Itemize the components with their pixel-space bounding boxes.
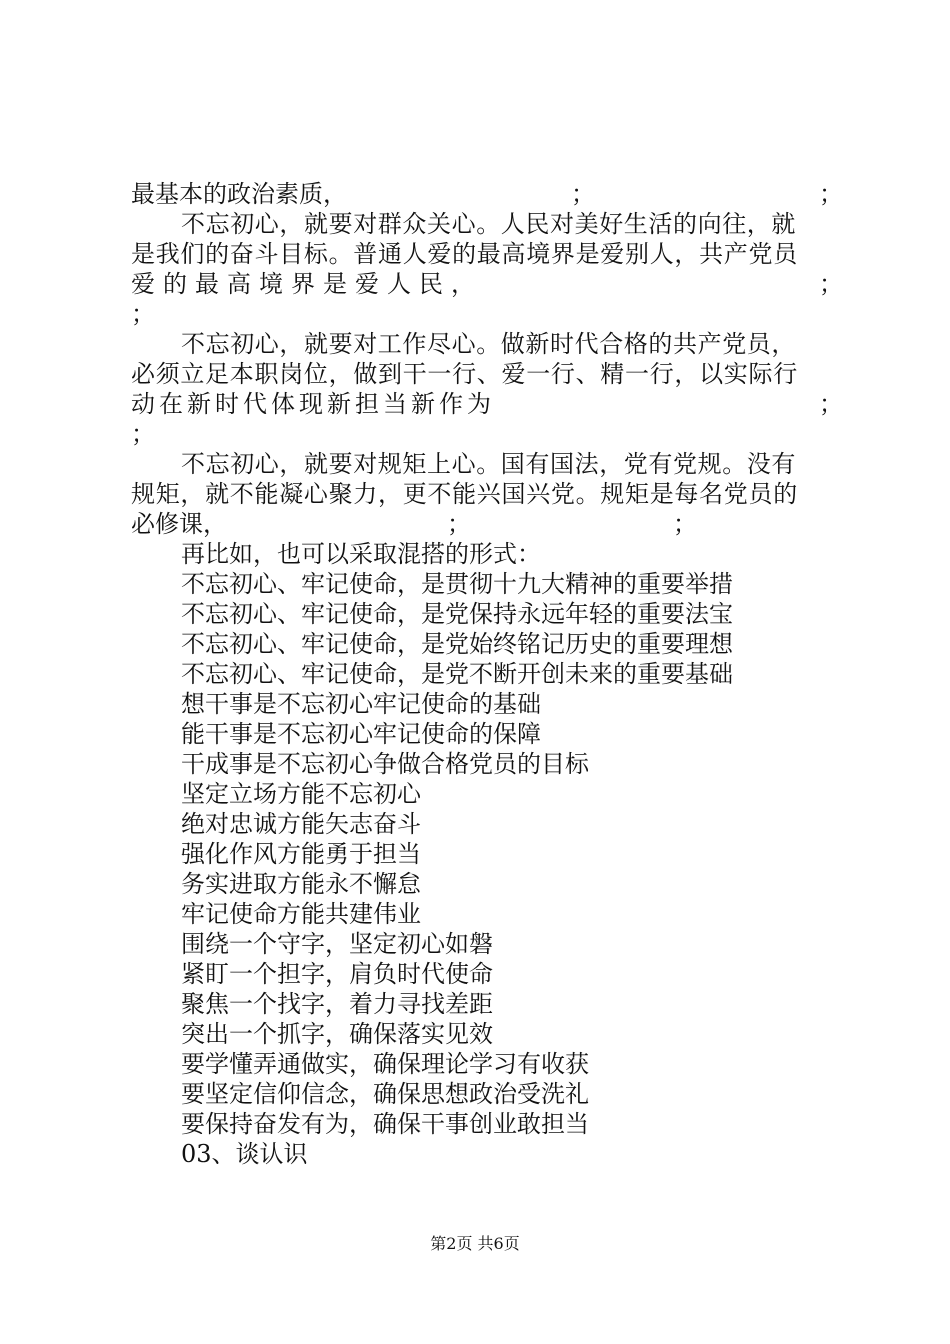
- paragraph-1-line-1: [0, 179, 950, 209]
- paragraph-4-line-1: [0, 449, 950, 479]
- list-item-text: 坚定立场方能不忘初心: [181, 780, 421, 808]
- text-segment: 是我们的奋斗目标。普通人爱的最高境界是爱别人，共产党员: [131, 240, 798, 268]
- paragraph-2-line-3: [0, 269, 950, 299]
- list-item: [0, 1109, 950, 1139]
- list-item: [0, 1079, 950, 1109]
- paragraph-2-line-4: [0, 299, 950, 329]
- list-item: [0, 1049, 950, 1079]
- list-item: [0, 719, 950, 749]
- text-segment: 动在新时代体现新担当新作为: [131, 390, 495, 418]
- list-item-text: 紧盯一个担字，肩负时代使命: [181, 960, 493, 988]
- semicolon: ；: [819, 270, 843, 298]
- intro-text: 再比如，也可以采取混搭的形式：: [181, 540, 541, 568]
- semicolon: ；: [819, 390, 843, 418]
- text-segment: 必须立足本职岗位，做到干一行、爱一行、精一行，以实际行: [131, 360, 798, 388]
- list-item: [0, 959, 950, 989]
- list-item: [0, 629, 950, 659]
- list-item: [0, 869, 950, 899]
- list-item-text: 突出一个抓字，确保落实见效: [181, 1020, 493, 1048]
- list-item-text: 聚焦一个找字，着力寻找差距: [181, 990, 493, 1018]
- list-item-text: 不忘初心、牢记使命，是党始终铭记历史的重要理想: [181, 630, 733, 658]
- section-heading-line: [0, 1139, 950, 1169]
- semicolon: ；: [673, 510, 697, 538]
- paragraph-3-line-2: [0, 359, 950, 389]
- text-segment: 爱的最高境界是爱人民，: [131, 270, 483, 298]
- intro-line: [0, 539, 950, 569]
- list-item: [0, 749, 950, 779]
- list-item-text: 要坚定信仰信念，确保思想政治受洗礼: [181, 1080, 589, 1108]
- list-item-text: 要保持奋发有为，确保干事创业敢担当: [181, 1110, 589, 1138]
- paragraph-3-line-1: [0, 329, 950, 359]
- list-item-text: 要学懂弄通做实，确保理论学习有收获: [181, 1050, 589, 1078]
- semicolon: ；: [447, 510, 471, 538]
- paragraph-2-line-2: [0, 239, 950, 269]
- semicolon: ；: [571, 180, 595, 208]
- paragraph-4-line-2: [0, 479, 950, 509]
- list-item: [0, 779, 950, 809]
- list-item-text: 不忘初心、牢记使命，是党保持永远年轻的重要法宝: [181, 600, 733, 628]
- list-item-text: 干成事是不忘初心争做合格党员的目标: [181, 750, 589, 778]
- text-segment: 最基本的政治素质，: [131, 180, 347, 208]
- section-heading: 03、谈认识: [181, 1140, 308, 1168]
- text-segment: 必修课，: [131, 510, 227, 538]
- list-item: [0, 929, 950, 959]
- text-segment: 不忘初心，就要对群众关心。人民对美好生活的向往，就: [181, 210, 796, 238]
- paragraph-2-line-1: [0, 209, 950, 239]
- list-item: [0, 569, 950, 599]
- list-item-text: 想干事是不忘初心牢记使命的基础: [181, 690, 541, 718]
- list-item-text: 不忘初心、牢记使命，是贯彻十九大精神的重要举措: [181, 570, 733, 598]
- list-item-text: 绝对忠诚方能矢志奋斗: [181, 810, 421, 838]
- list-item: [0, 599, 950, 629]
- semicolon: ；: [131, 300, 155, 328]
- list-item-text: 强化作风方能勇于担当: [181, 840, 421, 868]
- text-segment: 不忘初心，就要对规矩上心。国有国法，党有党规。没有: [181, 450, 796, 478]
- page-footer: 第2页 共6页: [430, 1234, 520, 1253]
- list-item-text: 牢记使命方能共建伟业: [181, 900, 421, 928]
- list-item: [0, 809, 950, 839]
- paragraph-4-line-3: [0, 509, 950, 539]
- semicolon: ；: [131, 420, 155, 448]
- paragraph-3-line-3: [0, 389, 950, 419]
- list-item: [0, 659, 950, 689]
- paragraph-3-line-4: [0, 419, 950, 449]
- list-item-text: 务实进取方能永不懈怠: [181, 870, 421, 898]
- list-item: [0, 899, 950, 929]
- list-item: [0, 1019, 950, 1049]
- list-item-text: 能干事是不忘初心牢记使命的保障: [181, 720, 541, 748]
- semicolon: ；: [819, 180, 843, 208]
- text-segment: 规矩，就不能凝心聚力，更不能兴国兴党。规矩是每名党员的: [131, 480, 798, 508]
- list-item: [0, 989, 950, 1019]
- list-item-text: 围绕一个守字，坚定初心如磐: [181, 930, 493, 958]
- text-segment: 不忘初心，就要对工作尽心。做新时代合格的共产党员，: [181, 330, 796, 358]
- list-item: [0, 689, 950, 719]
- list-item-text: 不忘初心、牢记使命，是党不断开创未来的重要基础: [181, 660, 733, 688]
- list-item: [0, 839, 950, 869]
